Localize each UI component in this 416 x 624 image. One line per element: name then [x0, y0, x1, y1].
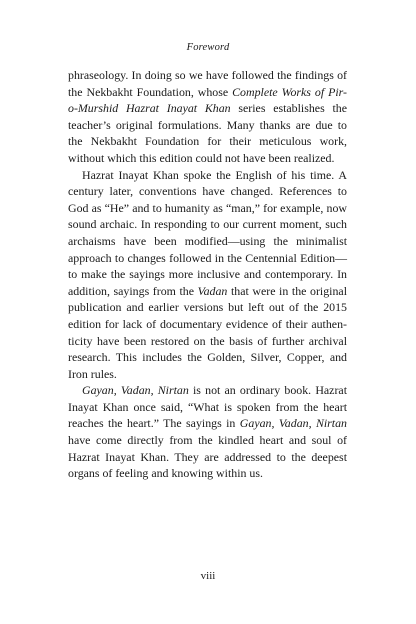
text-run: series establishes the teacher’s original formulations. Many thanks are due to the Nekbakht Foundation for their meticulous work, without which this edition could not have been realized.	[68, 101, 347, 165]
text-run: Hazrat Inayat Khan spoke the English of his time. A century later, conventions have changed. References to God as “He” and to humanity as “man,” for example, now sound archaic. In responding to our current moment, such archaisms have been modified—using the minimalist approach to changes followed in the Centennial Edition—to make the sayings more inclusive and contemporary. In addition, sayings from the	[68, 167, 347, 298]
body-text	[68, 67, 347, 482]
running-header: Foreword	[186, 42, 230, 53]
book-title: Gayan, Vadan, Nirtan	[82, 383, 189, 398]
page-number: viii	[200, 570, 216, 582]
text-run: have come directly from the kindled heart and soul of Hazrat Inayat Khan. They are addressed to the deepest organs of feeling and knowing within us.	[68, 433, 347, 481]
book-title: Vadan	[197, 283, 228, 298]
text-run: that were in the original publication and earlier versions but left out of the 2015 edition for lack of documentary evidence of their authenticity have been restored on the basis of further archival research. This includes the Golden, Silver, Copper, and Iron rules.	[68, 283, 347, 381]
book-title: Gayan, Vadan, Nirtan	[239, 416, 348, 431]
text-run: is not an ordinary book. Hazrat Inayat Khan once said, “What is spoken from the heart reaches the heart.” The sayings in	[68, 383, 348, 431]
text-run: phraseology. In doing so we have followed the findings of the Nekbakht Foundation, whose	[68, 68, 347, 99]
book-title: Complete Works of Pir-o-Murshid Hazrat Inayat Khan	[68, 84, 347, 116]
paragraph-3	[68, 382, 347, 482]
paragraph-1	[68, 67, 347, 167]
paragraph-2	[68, 167, 347, 383]
